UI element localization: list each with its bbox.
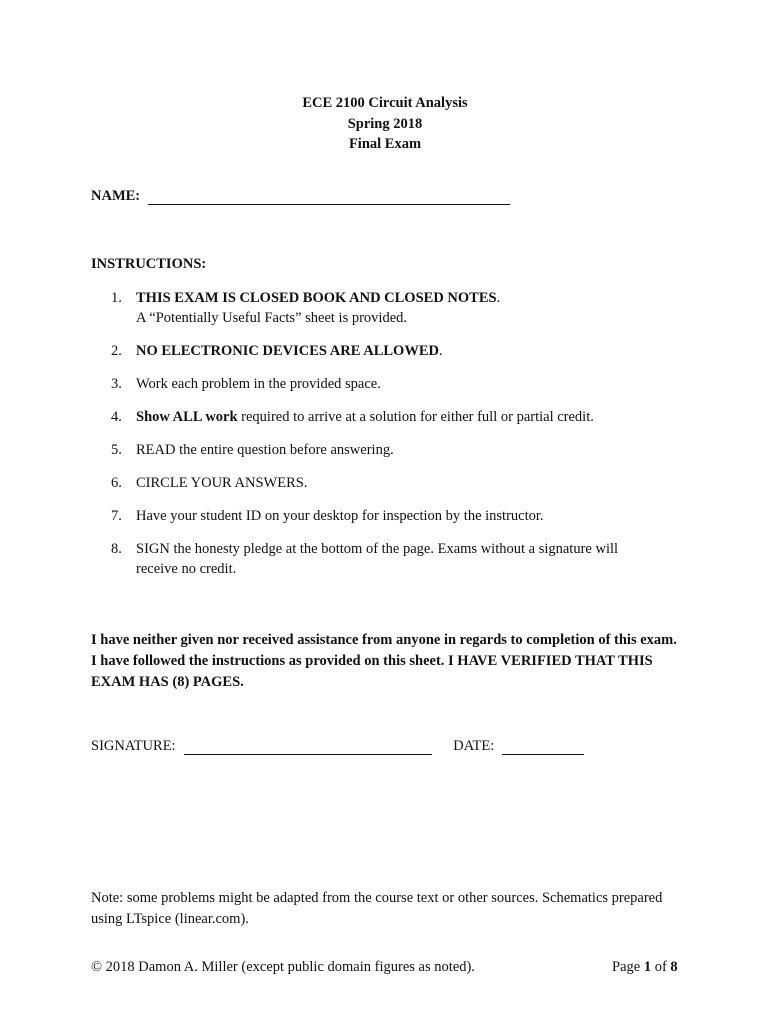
date-blank-line[interactable] — [502, 740, 584, 755]
instructions-list — [91, 288, 691, 579]
instruction-number: 8. — [111, 541, 122, 557]
instruction-bold-text: THIS EXAM IS CLOSED BOOK AND CLOSED NOTES — [136, 290, 497, 306]
honesty-pledge: I have neither given nor received assistance from anyone in regards to completion of this exam. I have followed the instructions as provided on this sheet. I HAVE VERIFIED THAT THIS EXAM HAS (8) PAGES. — [91, 632, 677, 690]
signature-row — [91, 738, 584, 755]
instruction-text: READ the entire question before answering. — [136, 442, 394, 458]
instruction-item — [91, 407, 691, 427]
instruction-item — [91, 440, 691, 460]
instruction-number: 4. — [111, 409, 122, 425]
instructions-heading: INSTRUCTIONS: — [91, 256, 207, 272]
instruction-number: 3. — [111, 376, 122, 392]
instruction-number: 6. — [111, 475, 122, 491]
page-of: of — [651, 959, 671, 975]
name-row — [91, 188, 510, 205]
instruction-text: Work each problem in the provided space. — [136, 376, 381, 392]
instruction-text: . — [496, 290, 501, 306]
instruction-item — [91, 341, 691, 361]
instruction-bold-text: Show ALL work — [136, 409, 238, 425]
page-total: 8 — [670, 959, 678, 975]
copyright-footer: © 2018 Damon A. Miller (except public domain figures as noted). — [91, 959, 475, 975]
course-title: ECE 2100 Circuit Analysis — [302, 95, 468, 111]
page-number — [612, 959, 678, 976]
sources-note: Note: some problems might be adapted from the course text or other sources. Schematics prepared using LTspice (linear.com). — [91, 890, 663, 927]
signature-label: SIGNATURE: — [91, 738, 176, 754]
instruction-text: CIRCLE YOUR ANSWERS. — [136, 475, 308, 491]
instruction-number: 2. — [111, 343, 122, 359]
instruction-number: 5. — [111, 442, 122, 458]
term-label: Spring 2018 — [347, 115, 423, 132]
instruction-text-line2: A “Potentially Useful Facts” sheet is provided. — [136, 310, 408, 326]
instruction-number: 1. — [111, 290, 122, 306]
instruction-item — [91, 288, 691, 328]
instruction-bold-text: NO ELECTRONIC DEVICES ARE ALLOWED — [136, 343, 439, 359]
instruction-number: 7. — [111, 508, 122, 524]
exam-title: Final Exam — [348, 136, 422, 152]
name-blank-line[interactable] — [148, 190, 510, 205]
instruction-text: . — [438, 343, 443, 359]
page-current: 1 — [643, 959, 652, 975]
instruction-text-line2: receive no credit. — [136, 561, 237, 577]
instruction-item — [91, 473, 691, 493]
date-label: DATE: — [453, 738, 495, 754]
instruction-text: Have your student ID on your desktop for inspection by the instructor. — [136, 508, 544, 524]
page-prefix: Page — [612, 959, 644, 975]
instruction-text: required to arrive at a solution for either full or partial credit. — [237, 409, 594, 425]
instruction-item — [91, 539, 691, 579]
instruction-item — [91, 374, 691, 394]
name-label: NAME: — [91, 188, 141, 204]
instruction-item — [91, 506, 691, 526]
instruction-text: SIGN the honesty pledge at the bottom of the page. Exams without a signature will — [136, 541, 619, 557]
exam-header — [0, 93, 770, 155]
signature-blank-line[interactable] — [184, 740, 432, 755]
